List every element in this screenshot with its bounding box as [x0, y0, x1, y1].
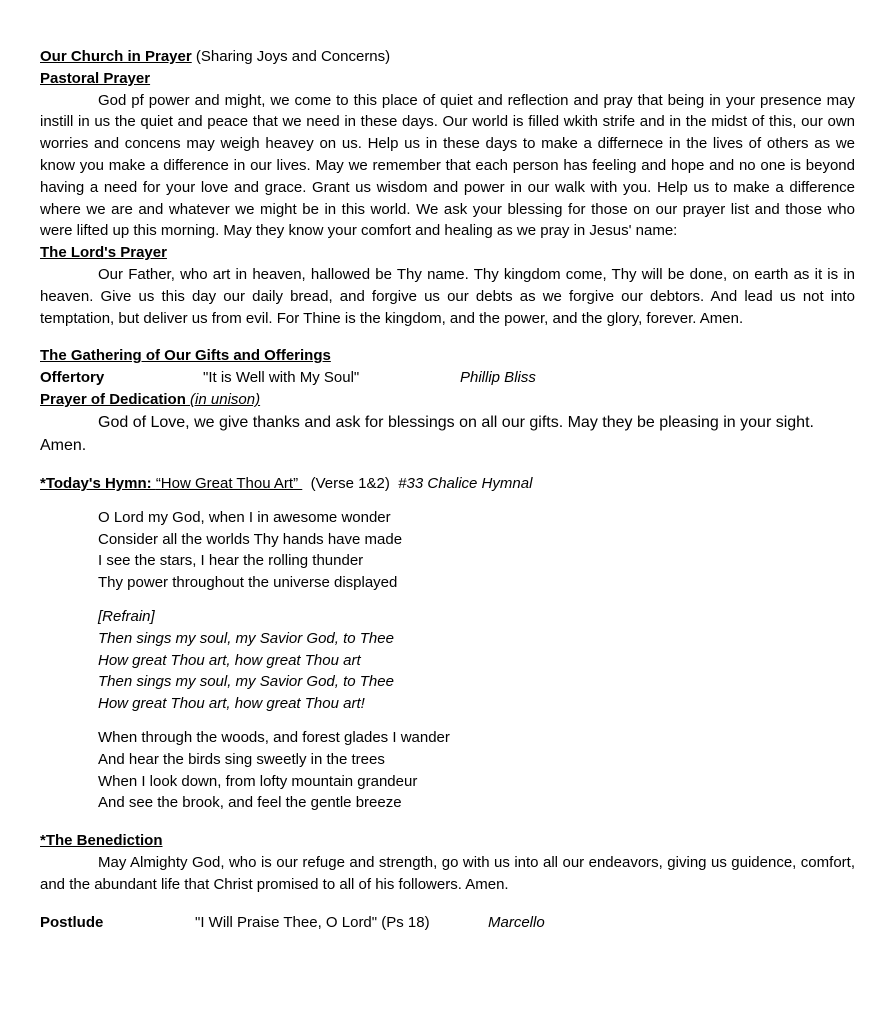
hymn-title: “How Great Thou Art” [155, 474, 303, 492]
postlude-title: "I Will Praise Thee, O Lord" (Ps 18) [195, 913, 430, 931]
prayer-section-heading: Our Church in Prayer [40, 48, 192, 65]
hymn-hymnal: #33 Chalice Hymnal [398, 474, 533, 492]
benediction-heading: *The Benediction [40, 832, 163, 850]
offertory-composer: Phillip Bliss [460, 369, 536, 387]
bulletin-page [40, 46, 855, 934]
dedication-header [40, 389, 855, 411]
refrain-line: How great Thou art, how great Thou art! [98, 695, 365, 713]
dedication-note: (in unison) [190, 391, 261, 409]
pastoral-prayer-heading: Pastoral Prayer [40, 69, 151, 87]
offertory-label: Offertory [40, 369, 105, 387]
offertory-row [40, 367, 855, 389]
postlude-composer: Marcello [488, 913, 545, 931]
refrain-line: Then sings my soul, my Savior God, to Thee [98, 629, 394, 647]
pastoral-prayer-text: God pf power and might, we come to this place of quiet and reflection and pray that being in your presence may instill in us the quiet and peace that we need in these days. Our world is filled wkith strife and in the midst of this, our own worries and concens may weigh heavey on us. Help us in these days to make a differnece in the lives of others as we know you make a difference in our lives. May we remember that each person has feeling and hope and no one is beyond having a need for your love and grace. Grant us wisdom and power in our walk with you. Help us to make a difference where we are and whatever we might be in this world. We ask your blessing for those on our prayer list and those who were lifted up this morning. May they know your comfort and healing as we pray in Jesus' name: [40, 91, 855, 240]
offertory-title: "It is Well with My Soul" [203, 369, 360, 387]
hymn-verse-2 [40, 727, 855, 814]
dedication-text: God of Love, we give thanks and ask for blessings on all our gifts. May they be pleasing in your sight. Amen. [40, 413, 814, 454]
refrain-line: Then sings my soul, my Savior God, to Thee [98, 673, 394, 691]
refrain-line: How great Thou art, how great Thou art [98, 651, 361, 669]
lords-prayer-text: Our Father, who art in heaven, hallowed be Thy name. Thy kingdom come, Thy will be done, on earth as it is in heaven. Give us this day our daily bread, and forgive us our debts as we forgive our debtors. And lead us not into temptation, but deliver us from evil. For Thine is the kingdom, and the power, and the glory, forever. Amen. [40, 265, 855, 327]
verse-line: I see the stars, I hear the rolling thunder [98, 552, 364, 570]
verse-line: And see the brook, and feel the gentle breeze [98, 794, 402, 812]
benediction-text: May Almighty God, who is our refuge and strength, go with us into all our endeavors, giving us guidence, comfort, and the abundant life that Christ promised to all of his followers. Amen. [40, 853, 855, 893]
hymn-header [40, 473, 855, 495]
gifts-heading: The Gathering of Our Gifts and Offerings [40, 347, 331, 365]
hymn-label: *Today's Hymn: [40, 474, 156, 492]
prayer-section-header [40, 46, 855, 68]
prayer-section-note: (Sharing Joys and Concerns) [191, 48, 391, 65]
hymn-verse-note: (Verse 1&2) [310, 474, 390, 492]
verse-line: When I look down, from lofty mountain grandeur [98, 772, 418, 790]
dedication-heading: Prayer of Dedication [40, 391, 191, 409]
verse-line: O Lord my God, when I in awesome wonder [98, 508, 391, 526]
lords-prayer-heading: The Lord's Prayer [40, 244, 167, 262]
verse-line: And hear the birds sing sweetly in the trees [98, 750, 385, 768]
verse-line: When through the woods, and forest glades I wander [98, 728, 450, 746]
hymn-refrain [40, 606, 855, 715]
postlude-label: Postlude [40, 913, 104, 931]
verse-line: Consider all the worlds Thy hands have made [98, 530, 403, 548]
refrain-label: [Refrain] [98, 607, 155, 625]
verse-line: Thy power throughout the universe displayed [98, 574, 398, 592]
hymn-verse-1 [40, 507, 855, 594]
postlude-row [40, 912, 855, 934]
